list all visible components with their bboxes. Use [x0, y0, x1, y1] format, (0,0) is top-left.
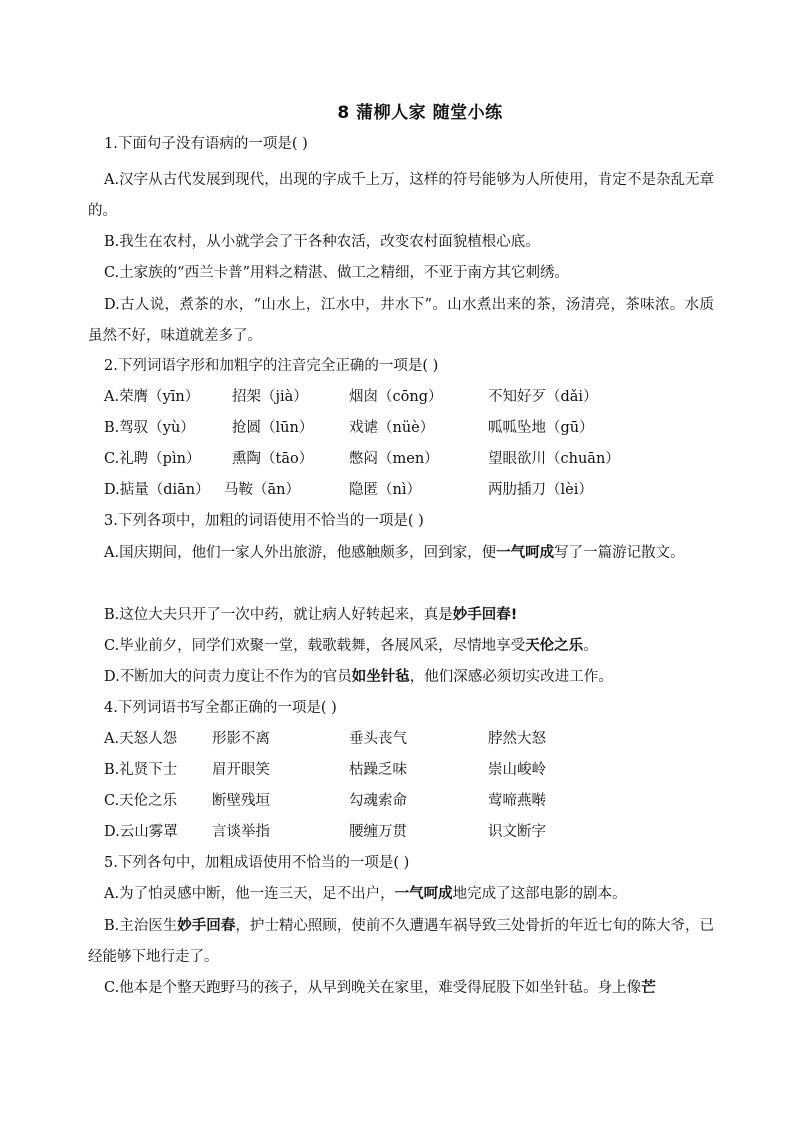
- q5-a-text: A.为了怕灵感中断，他一连三天，足不出户，: [104, 886, 395, 902]
- q2-a-item-4: 不知好歹（dǎi）: [488, 389, 598, 405]
- q5-b-text-end: ，护士精心照顾，使前不久遭遇车祸导致三处骨折的年近七旬的陈大爷，已经能够下地行走了。: [88, 918, 715, 965]
- q5-a-text-end: 地完成了这部电影的剧本。: [452, 886, 627, 902]
- q1-stem: 1.下面句子没有语病的一项是( ): [104, 136, 308, 152]
- q4-d-item-4: 识文断字: [488, 824, 546, 840]
- q2-a-item-2: 招架（jià）: [232, 389, 308, 405]
- q3-option-c: [104, 636, 598, 656]
- q2-c-item-3: 憋闷（men）: [349, 451, 439, 467]
- q5-a-bold: 一气呵成: [394, 886, 453, 902]
- q3-b-text: B.这位大夫只开了一次中药，就让病人好转起来，真是: [104, 607, 453, 623]
- q3-d-bold: 如坐针毡: [351, 669, 410, 685]
- q2-c-item-2: 熏陶（tāo）: [232, 451, 314, 467]
- q3-option-d: [104, 667, 613, 687]
- q2-b-item-3: 戏谑（nüè）: [349, 420, 435, 436]
- q2-c-item-4: 望眼欲川（chuān）: [488, 451, 620, 467]
- q5-option-b: [88, 911, 714, 973]
- q5-b-text: B.主治医生: [104, 918, 178, 934]
- q3-stem: 3.下列各项中，加粗的词语使用不恰当的一项是( ): [104, 513, 424, 529]
- q1-option-b: B.我生在农村，从小就学会了干各种农活，改变农村面貌植根心底。: [104, 234, 540, 250]
- q4-c-item-1: C.天伦之乐: [104, 793, 178, 809]
- q5-stem: 5.下列各句中，加粗成语使用不恰当的一项是( ): [104, 855, 410, 871]
- q5-option-c: [104, 978, 656, 998]
- q2-d-item-4: 两肋插刀（lèi）: [488, 482, 593, 498]
- q3-option-a: [88, 538, 714, 569]
- q1-option-d: D.古人说，煮茶的水，“山水上，江水中，井水下”。山水煮出来的茶，汤清亮，茶味浓。水质虽然不好，味道就差多了。: [88, 297, 714, 344]
- q5-option-a: [104, 884, 627, 904]
- q2-c-item-1: C.礼聘（pìn）: [104, 451, 201, 467]
- q4-b-item-1: B.礼贤下士: [104, 762, 178, 778]
- q3-option-b: [104, 605, 517, 625]
- q4-c-item-2: 断壁残垣: [212, 793, 270, 809]
- q4-d-item-1: D.云山雾罩: [104, 824, 178, 840]
- q4-c-item-4: 莺啼燕啭: [488, 793, 546, 809]
- q3-d-text: D.不断加大的问责力度让不作为的官员: [104, 669, 352, 685]
- q2-b-item-4: 呱呱坠地（gū）: [488, 420, 594, 436]
- q2-a-item-3: 烟囱（cōng）: [349, 389, 443, 405]
- q4-b-item-3: 枯躁乏味: [349, 762, 407, 778]
- q2-a-item-1: A.荣膺（yīn）: [104, 389, 200, 405]
- q4-d-item-3: 腰缠万贯: [349, 824, 407, 840]
- q3-c-bold: 天伦之乐: [525, 638, 584, 654]
- q4-c-item-3: 勾魂索命: [349, 793, 407, 809]
- q4-b-item-4: 崇山峻岭: [488, 762, 546, 778]
- q2-stem: 2.下列词语字形和加粗字的注音完全正确的一项是( ): [104, 358, 439, 374]
- q4-a-item-3: 垂头丧气: [349, 731, 407, 747]
- q3-a-bold: 一气呵成: [496, 545, 555, 561]
- q1-option-c: C.土家族的“西兰卡普”用料之精湛、做工之精细，不亚于南方其它刺绣。: [104, 265, 570, 281]
- q3-c-text-end: 。: [583, 638, 598, 654]
- q2-d-item-3: 隐匿（nì）: [349, 482, 421, 498]
- q4-stem: 4.下列词语书写全都正确的一项是( ): [104, 700, 337, 716]
- q3-a-text: A.国庆期间，他们一家人外出旅游，他感触颇多，回到家，便: [104, 545, 497, 561]
- q5-c-text: C.他本是个整天跑野马的孩子，从早到晚关在家里，难受得屁股下如坐针毡。身上像: [104, 980, 642, 996]
- q3-c-text: C.毕业前夕，同学们欢聚一堂，载歌载舞，各展风采，尽情地享受: [104, 638, 526, 654]
- page-title: 8 蒲柳人家 随堂小练: [337, 103, 503, 123]
- q1-option-a: A.汉字从古代发展到现代，出现的字成千上万，这样的符号能够为人所使用，肯定不是杂乱无章的。: [88, 172, 714, 219]
- q3-d-text-end: ，他们深感必须切实改进工作。: [409, 669, 613, 685]
- q3-b-bold: 妙手回春!: [452, 607, 518, 623]
- q2-d-item-1: D.掂量（diān）: [104, 482, 210, 498]
- q3-a-text-end: 写了一篇游记散文。: [554, 545, 685, 561]
- q4-a-item-2: 形影不离: [212, 731, 270, 747]
- q2-d-item-2: 马鞍（ān）: [224, 482, 300, 498]
- q2-b-item-2: 抢圆（lūn）: [232, 420, 314, 436]
- q4-a-item-4: 脖然大怒: [488, 731, 546, 747]
- q5-b-bold: 妙手回春: [177, 918, 236, 934]
- q5-c-bold: 芒: [641, 980, 656, 996]
- q2-b-item-1: B.驾驭（yù）: [104, 420, 195, 436]
- q4-a-item-1: A.天怒人怨: [104, 731, 178, 747]
- q4-b-item-2: 眉开眼笑: [212, 762, 270, 778]
- q4-d-item-2: 言谈举指: [212, 824, 270, 840]
